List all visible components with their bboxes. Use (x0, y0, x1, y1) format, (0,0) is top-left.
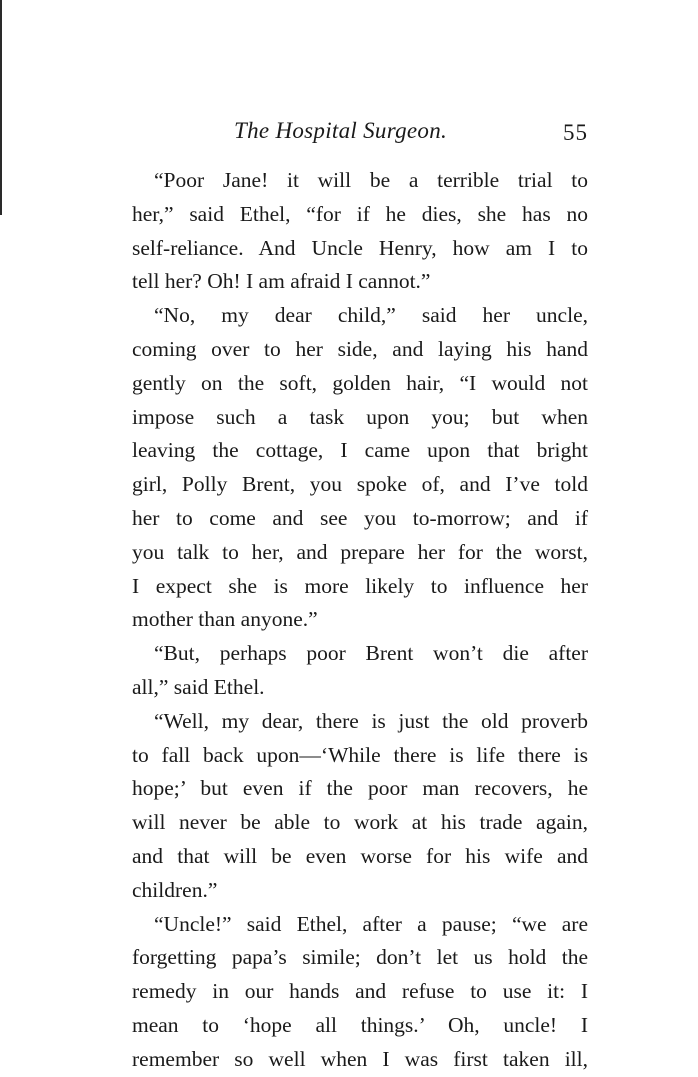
text-line: impose such a task upon you; but when (132, 404, 588, 429)
text-line: will never be able to work at his trade again, (132, 810, 588, 835)
text-line: to fall back upon—‘While there is life there is (132, 742, 588, 767)
text-line: her,” said Ethel, “for if he dies, she has no (132, 201, 588, 226)
text-line: gently on the soft, golden hair, “I would not (132, 370, 588, 395)
text-line: children.” (132, 877, 218, 902)
text-line: hope;’ but even if the poor man recovers, he (132, 776, 588, 801)
text-line: “Uncle!” said Ethel, after a pause; “we are (154, 911, 588, 936)
text-line: I expect she is more likely to influence her (132, 573, 588, 598)
text-line: remedy in our hands and refuse to use it: I (132, 979, 588, 1004)
text-line: you talk to her, and prepare her for the worst, (132, 539, 588, 564)
text-line: mean to ‘hope all things.’ Oh, uncle! I (132, 1012, 588, 1037)
text-line: mother than anyone.” (132, 607, 318, 632)
text-line: coming over to her side, and laying his hand (132, 336, 588, 361)
running-head (132, 118, 588, 152)
text-line: “Poor Jane! it will be a terrible trial to (154, 168, 588, 192)
running-head-title: The Hospital Surgeon. (234, 118, 448, 143)
text-line: girl, Polly Brent, you spoke of, and I’ve told (132, 472, 588, 497)
text-line: all,” said Ethel. (132, 674, 265, 699)
page-number: 55 (563, 120, 588, 145)
text-line: leaving the cottage, I came upon that bright (132, 438, 588, 463)
text-line: remember so well when I was first taken ill, (132, 1046, 588, 1071)
text-line: tell her? Oh! I am afraid I cannot.” (132, 269, 431, 294)
text-line: “No, my dear child,” said her uncle, (154, 303, 588, 328)
body-text (132, 164, 588, 1077)
text-line: “But, perhaps poor Brent won’t die after (154, 641, 588, 666)
text-line: and that will be even worse for his wife and (132, 843, 588, 868)
text-line: forgetting papa’s simile; don’t let us hold the (132, 945, 588, 970)
text-line: her to come and see you to-morrow; and if (132, 505, 588, 530)
text-line: “Well, my dear, there is just the old proverb (154, 708, 588, 733)
page-edge-line (0, 0, 2, 215)
text-line: self-reliance. And Uncle Henry, how am I to (132, 235, 588, 260)
